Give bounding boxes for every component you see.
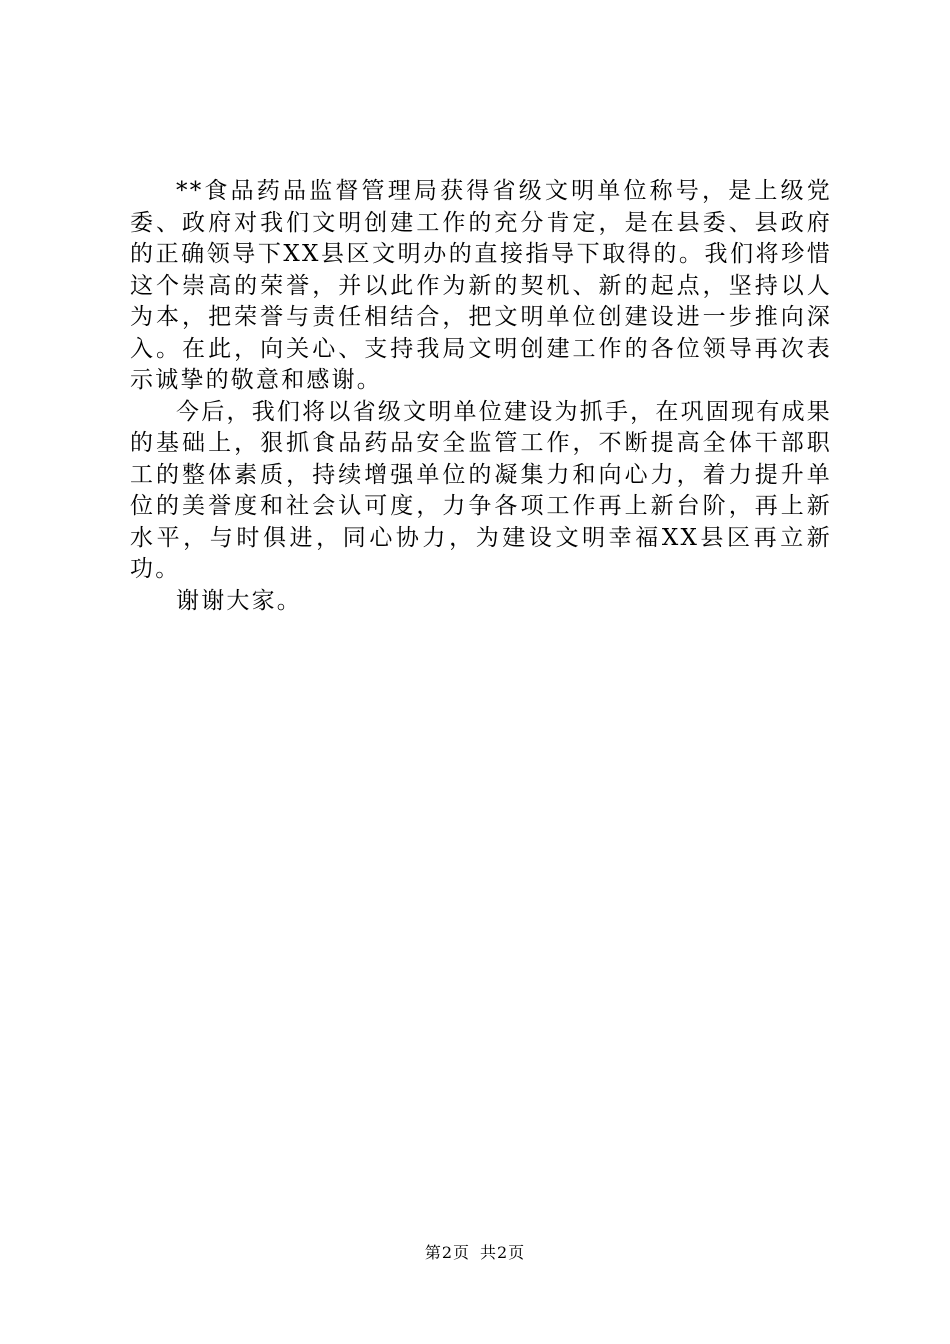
paragraph-3: 谢谢大家。 bbox=[176, 587, 302, 614]
page-number: 第2页 bbox=[424, 1243, 470, 1262]
paragraph-1: **食品药品监督管理局获得省级文明单位称号，是上级党委、政府对我们文明创建工作的充分肯定，是在县委、县政府的正确领导下XX县区文明办的直接指导下取得的。我们将珍惜这个崇高的荣誉，并以此作为新的契机、新的起点，坚持以人为本，把荣誉与责任相结合，把文明单位创建设进一步推向深入。在此，向关心、支持我局文明创建工作的各位领导再次表示诚挚的敬意和感谢。 bbox=[130, 178, 832, 393]
page-footer bbox=[0, 1242, 950, 1264]
document-body bbox=[130, 176, 832, 617]
paragraph-2: 今后，我们将以省级文明单位建设为抓手，在巩固现有成果的基础上，狠抓食品药品安全监管工作，不断提高全体干部职工的整体素质，持续增强单位的凝集力和向心力，着力提升单位的美誉度和社会认可度，力争各项工作再上新台阶，再上新水平，与时俱进，同心协力，为建设文明幸福XX县区再立新功。 bbox=[130, 398, 832, 582]
page-total: 共2页 bbox=[480, 1243, 526, 1262]
